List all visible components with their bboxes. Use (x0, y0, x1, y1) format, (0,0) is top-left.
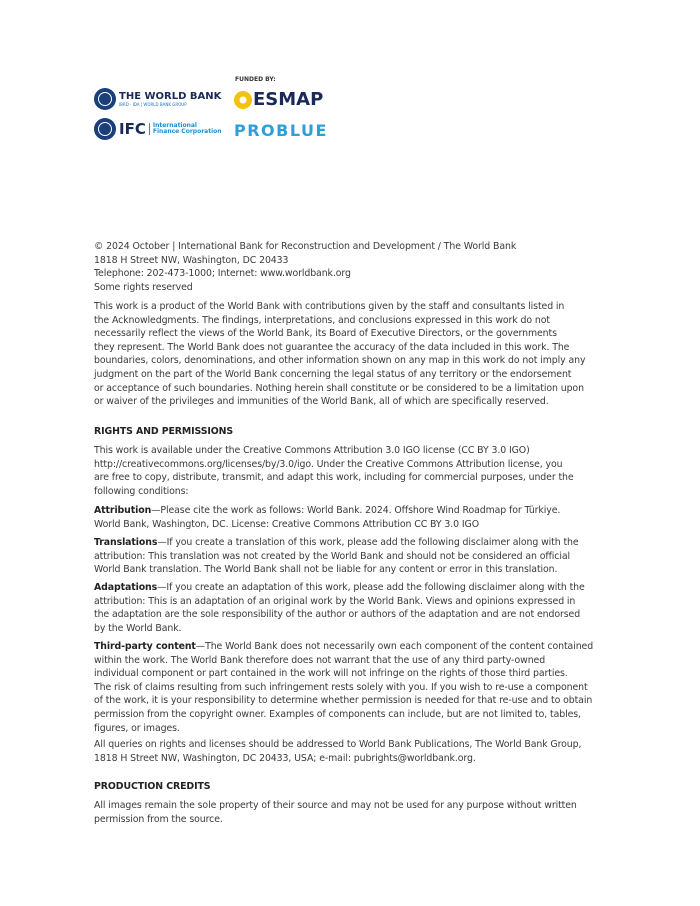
problue-name: PROBLUE (234, 121, 328, 140)
world-bank-logo (94, 88, 221, 110)
text-line: http://creativecommons.org/licenses/by/3.0/igo. Under the Creative Commons Attribution license, you (94, 458, 563, 470)
production-heading: PRODUCTION CREDITS (94, 781, 211, 792)
copyright-line: © 2024 October | International Bank for Reconstruction and Development / The World Bank (94, 241, 517, 252)
rights-reserved-line: Some rights reserved (94, 281, 193, 293)
text-line: by the World Bank. (94, 622, 182, 634)
adaptations-paragraph (94, 581, 614, 635)
ifc-name: IFC (119, 120, 146, 138)
logo-block (94, 76, 334, 146)
text-line: This work is available under the Creative Commons Attribution 3.0 IGO license (CC BY 3.0 IGO) (94, 445, 530, 456)
text-line: World Bank translation. The World Bank shall not be liable for any content or error in this translation. (94, 564, 558, 576)
queries-paragraph (94, 738, 614, 765)
text: —If you create an adaptation of this work, please add the following disclaimer along with the (157, 582, 585, 593)
intro-paragraph (94, 300, 614, 409)
address-line: 1818 H Street NW, Washington, DC 20433 (94, 254, 289, 266)
text-line: permission from the copyright owner. Examples of components can include, but are not limited to, tables, (94, 708, 581, 720)
text-line: boundaries, colors, denominations, and other information shown on any map in this work do not imply any (94, 355, 586, 367)
contact-line: Telephone: 202-473-1000; Internet: www.worldbank.org (94, 268, 351, 280)
text-line: World Bank, Washington, DC. License: Creative Commons Attribution CC BY 3.0 IGO (94, 518, 479, 530)
text-line: or acceptance of such boundaries. Nothing herein shall constitute or be considered to be a limitation upon (94, 382, 584, 394)
copyright-block (94, 240, 614, 294)
text-line: 1818 H Street NW, Washington, DC 20433, USA; e-mail: pubrights@worldbank.org. (94, 752, 476, 764)
funded-by-label: FUNDED BY: (235, 76, 276, 83)
text-line: attribution: This translation was not created by the World Bank and should not be considered an official (94, 550, 570, 562)
ifc-logo (94, 118, 222, 140)
text-line: judgment on the part of the World Bank concerning the legal status of any territory or the endorsement (94, 368, 572, 380)
ifc-sub-line: Finance Corporation (152, 128, 222, 135)
world-bank-sub: IBRD · IDA | WORLD BANK GROUP (119, 101, 187, 107)
text-line: All queries on rights and licenses should be addressed to World Bank Publications, The World Bank Group, (94, 739, 582, 750)
text-line: individual component or part contained in the work will not infringe on the rights of those third parties. (94, 668, 568, 680)
ifc-sub (149, 123, 222, 135)
problue-logo (234, 121, 328, 140)
attribution-label: Attribution (94, 505, 152, 516)
adaptations-label: Adaptations (94, 582, 158, 593)
globe-icon (94, 88, 116, 110)
text-line: are free to copy, distribute, transmit, and adapt this work, including for commercial purposes, under the (94, 472, 574, 484)
text-line: of the work, it is your responsibility to determine whether permission is needed for that re-use and to obtain (94, 695, 593, 707)
text: —The World Bank does not necessarily own each component of the content contained (195, 641, 594, 652)
text-line: This work is a product of the World Bank with contributions given by the staff and consultants listed in (94, 301, 565, 312)
world-bank-name: THE WORLD BANK (119, 90, 222, 102)
text-line: The risk of claims resulting from such infringement rests solely with you. If you wish to re-use a component (94, 681, 588, 693)
text-line: figures, or images. (94, 722, 180, 734)
text-line: they represent. The World Bank does not guarantee the accuracy of the data included in this work. The (94, 341, 570, 353)
sun-icon (234, 91, 252, 109)
text-line: or waiver of the privileges and immunities of the World Bank, all of which are specifically reserved. (94, 396, 549, 408)
ifc-sub-line: International (152, 122, 197, 129)
text-line: following conditions: (94, 485, 189, 497)
esmap-name: ESMAP (253, 89, 324, 110)
text-line: the adaptation are the sole responsibility of the author or authors of the adaptation and are not endorsed (94, 609, 581, 621)
rights-heading: RIGHTS AND PERMISSIONS (94, 426, 234, 437)
text-line: within the work. The World Bank therefore does not warrant that the use of any third party-owned (94, 654, 546, 666)
text: —Please cite the work as follows: World Bank. 2024. Offshore Wind Roadmap for Türkiye. (151, 505, 561, 516)
text-line: attribution: This is an adaptation of an original work by the World Bank. Views and opinions expressed in (94, 595, 576, 607)
text-line: necessarily reflect the views of the World Bank, its Board of Executive Directors, or the governments (94, 328, 557, 340)
text: —If you create a translation of this work, please add the following disclaimer along with the (157, 537, 579, 548)
text-line: the Acknowledgments. The findings, interpretations, and conclusions expressed in this work do not (94, 314, 550, 326)
third-party-label: Third-party content (94, 641, 196, 652)
rights-paragraph (94, 444, 614, 498)
globe-icon (94, 118, 116, 140)
text-line: permission from the source. (94, 813, 223, 825)
production-paragraph (94, 799, 614, 826)
third-party-paragraph (94, 640, 614, 735)
translations-paragraph (94, 536, 614, 577)
text-line: All images remain the sole property of their source and may not be used for any purpose without written (94, 800, 577, 811)
esmap-logo (234, 89, 323, 110)
attribution-paragraph (94, 504, 614, 531)
translations-label: Translations (94, 537, 158, 548)
